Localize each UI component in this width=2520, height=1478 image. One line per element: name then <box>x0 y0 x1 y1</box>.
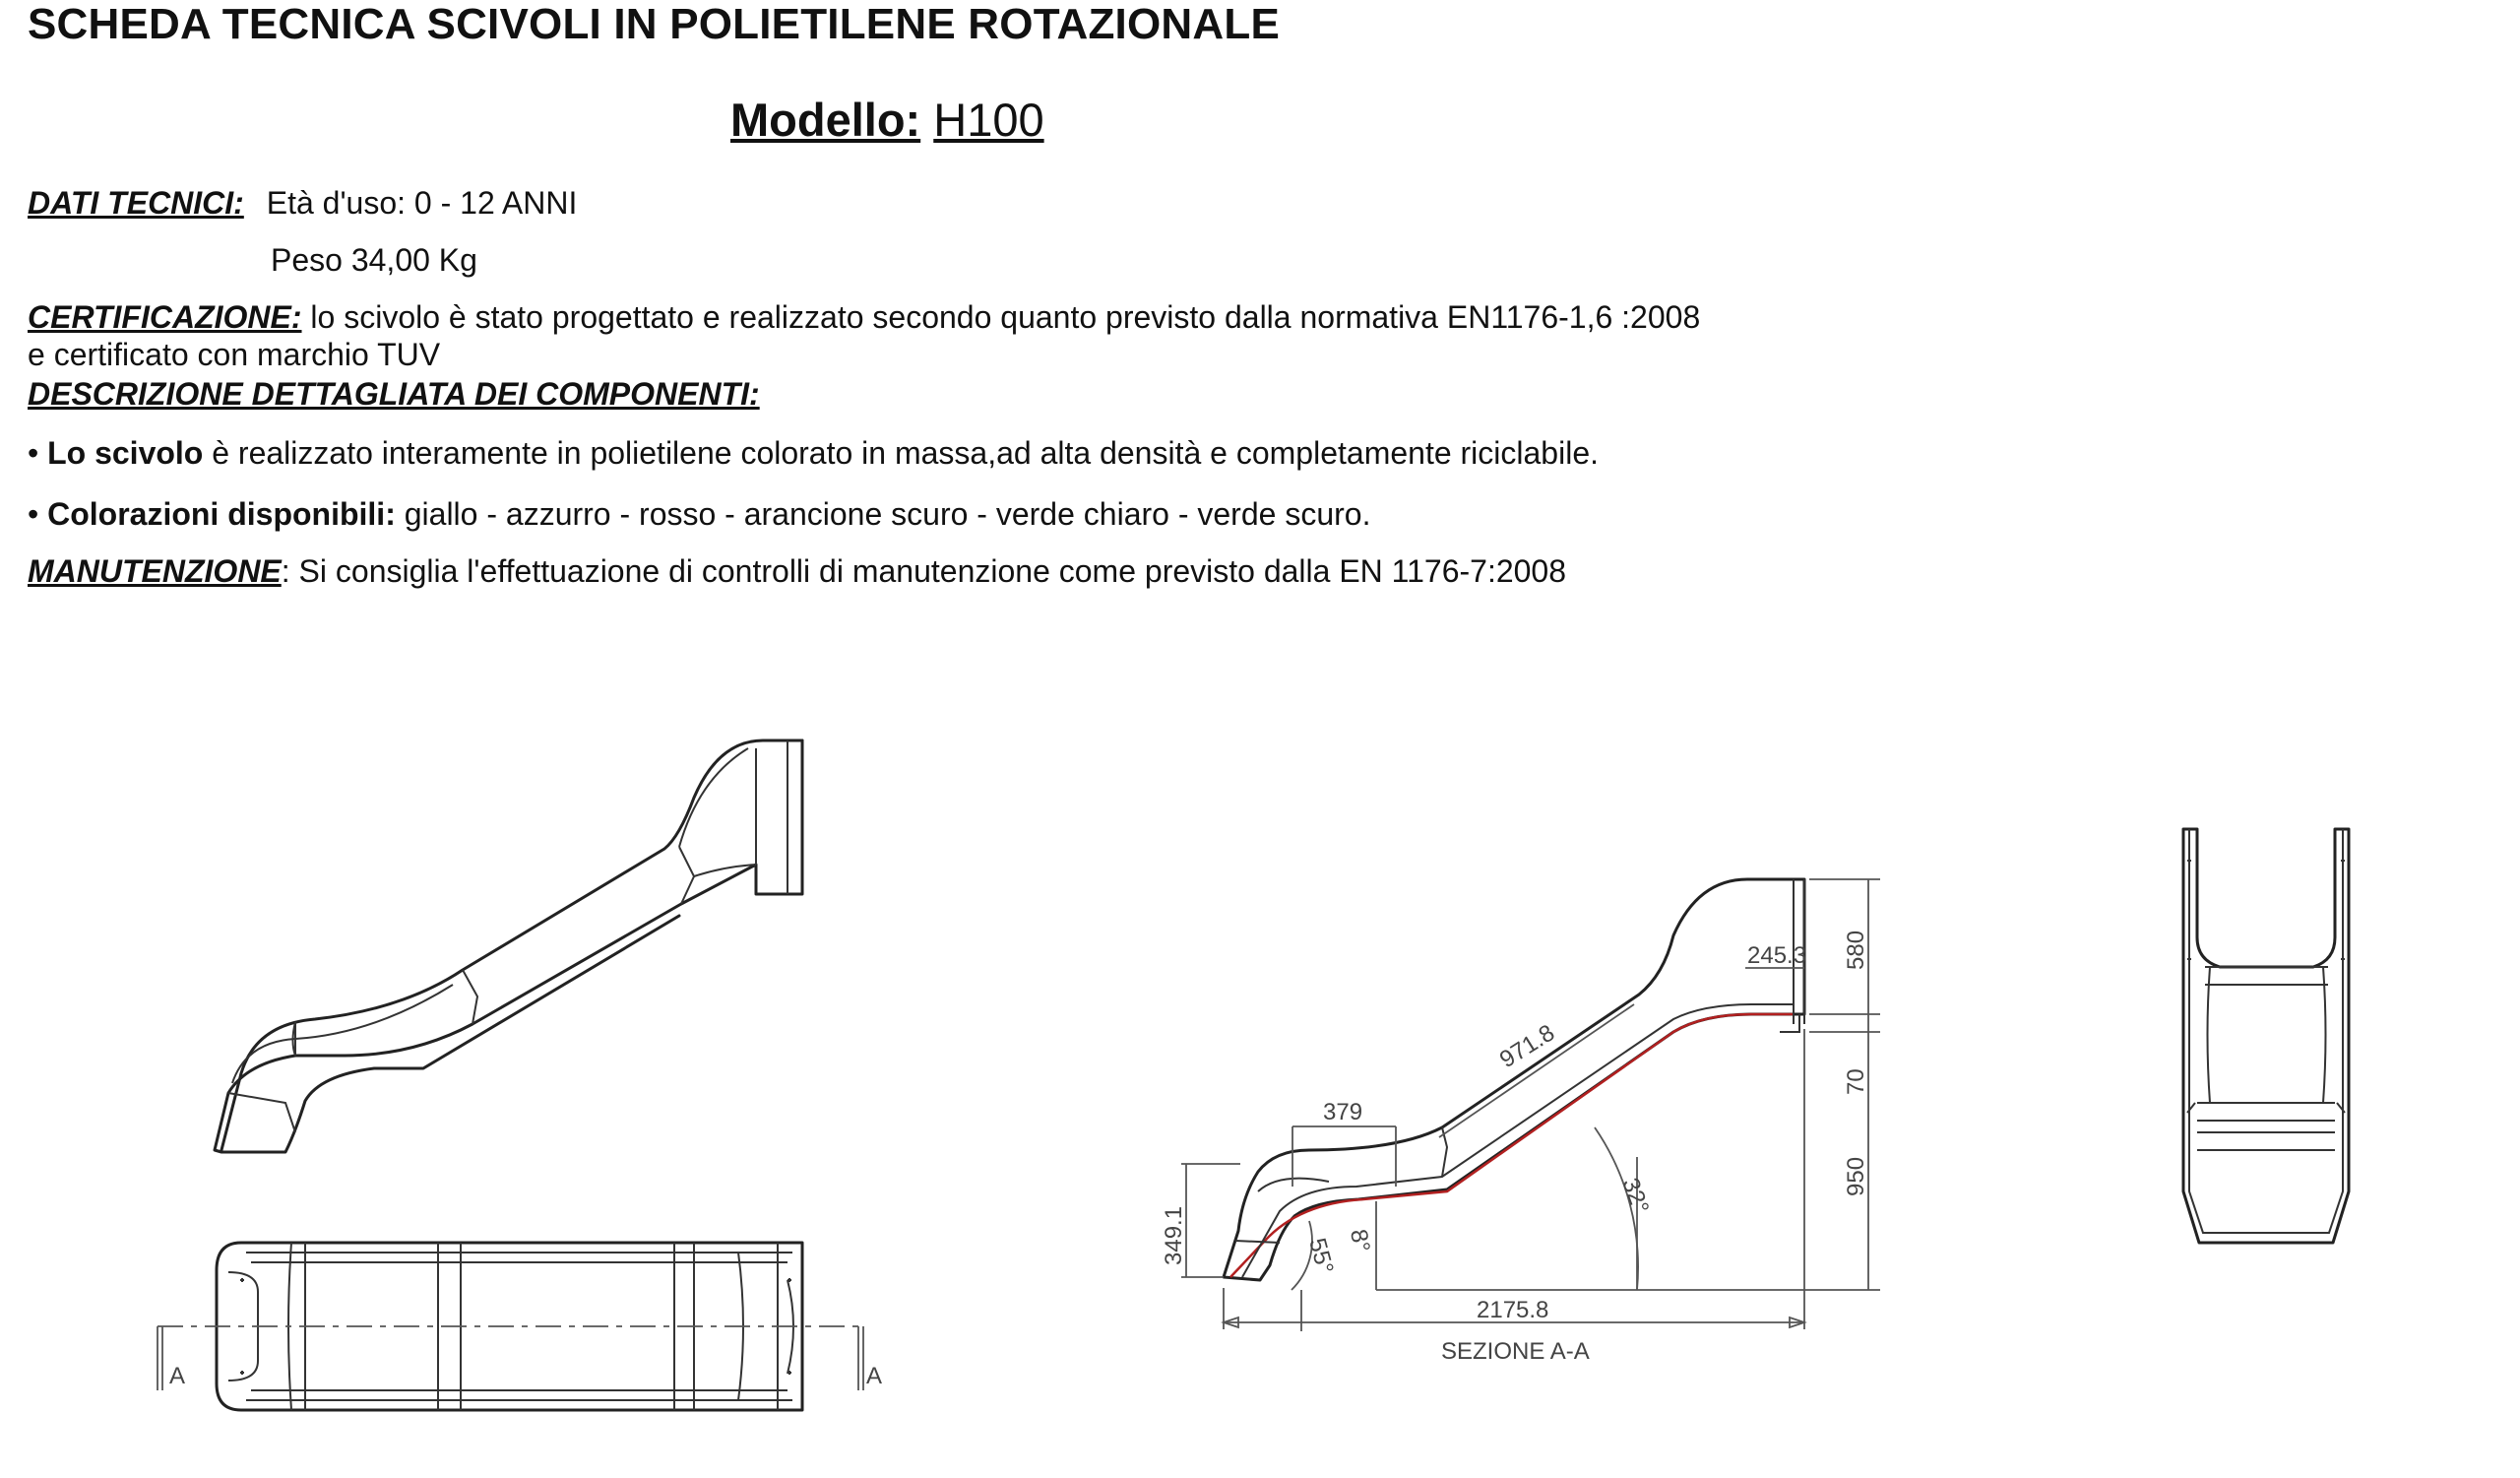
model-label: Modello: <box>730 94 921 146</box>
section-marker-right: A <box>866 1363 883 1389</box>
section-marker-left: A <box>169 1363 186 1389</box>
dim-angle-exit: 55° <box>1303 1235 1339 1277</box>
peso: Peso 34,00 Kg <box>271 242 477 278</box>
item2-text: giallo - azzurro - rosso - arancione scuro - verde chiaro - verde scuro. <box>395 496 1371 532</box>
bullet-icon: • <box>28 435 48 471</box>
dim-height-bottom: 950 <box>1843 1156 1869 1196</box>
dim-angle-slide: 32° <box>1616 1174 1655 1218</box>
certificazione-text: lo scivolo è stato progettato e realizzato secondo quanto previsto dalla normativa EN1176-1,6 :2008 <box>301 299 1701 335</box>
section-label: SEZIONE A-A <box>1441 1338 1590 1365</box>
slide-section-view <box>1161 879 1880 1365</box>
slide-end-view <box>2183 829 2349 1243</box>
dim-height-mid: 70 <box>1843 1068 1869 1095</box>
slide-top-view <box>158 1243 882 1410</box>
certificazione-label: CERTIFICAZIONE: <box>28 299 302 335</box>
certificazione-text-2: e certificato con marchio TUV <box>28 337 441 372</box>
dim-exit-height: 349.1 <box>1161 1205 1187 1265</box>
dim-height-top: 580 <box>1843 930 1869 970</box>
dim-angle-low: 8° <box>1345 1227 1375 1254</box>
descrizione-heading: DESCRIZIONE DETTAGLIATA DEI COMPONENTI: <box>28 376 760 412</box>
bullet-icon: • <box>28 496 48 532</box>
item1-text: è realizzato interamente in polietilene colorato in massa,ad alta densità e completamente riciclabile. <box>203 435 1599 471</box>
manutenzione-text: : Si consiglia l'effettuazione di controlli di manutenzione come previsto dalla EN 1176-7:2008 <box>281 553 1567 589</box>
page-title: SCHEDA TECNICA SCIVOLI IN POLIETILENE ROTAZIONALE <box>28 0 1280 48</box>
eta-uso: Età d'uso: 0 - 12 ANNI <box>266 185 578 221</box>
dim-slide-length: 971.8 <box>1494 1019 1560 1074</box>
dim-total-length: 2175.8 <box>1477 1297 1549 1323</box>
dim-exit-length: 379 <box>1323 1099 1363 1125</box>
slide-perspective-view <box>215 740 802 1152</box>
manutenzione-label: MANUTENZIONE <box>28 553 282 589</box>
dati-tecnici-label: DATI TECNICI: <box>28 185 244 221</box>
item2-bold: Colorazioni disponibili: <box>47 496 396 532</box>
item1-bold: Lo scivolo <box>47 435 204 471</box>
model-value: H100 <box>933 94 1044 146</box>
dim-top-depth: 245.3 <box>1747 942 1807 969</box>
